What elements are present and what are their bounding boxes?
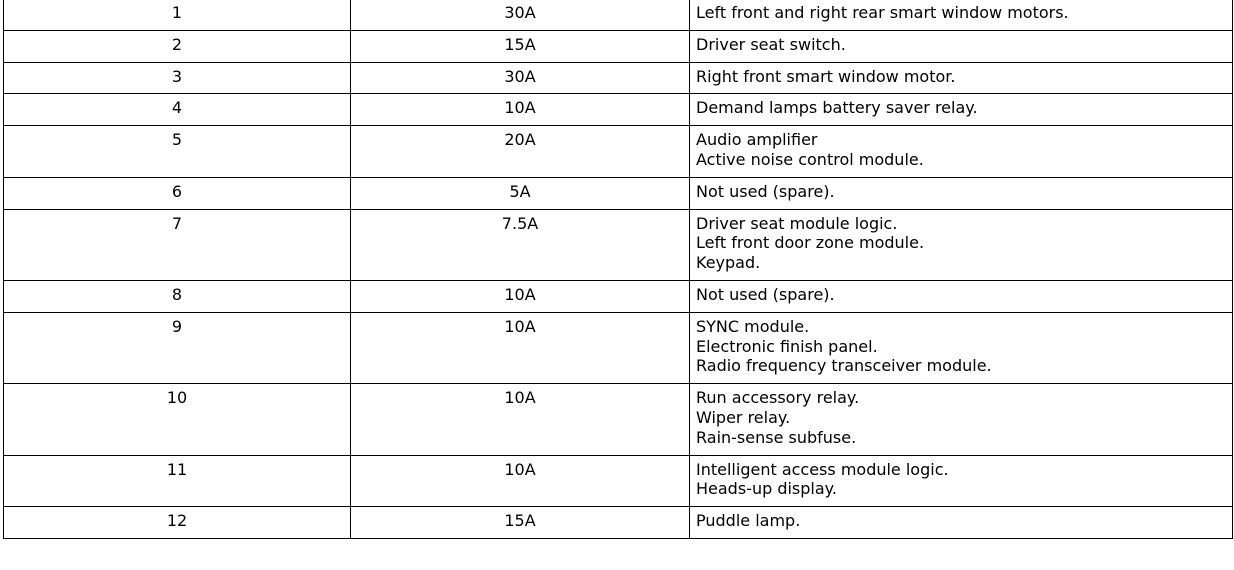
protected-circuits-cell [690,94,1233,126]
fuse-amp-rating-cell: 30A [351,62,690,94]
protected-circuits-cell [690,126,1233,178]
protected-circuit-line: Driver seat switch. [696,34,846,54]
table-row [4,507,1233,539]
protected-circuit-line: Left front door zone module. [696,233,925,253]
protected-circuit-line: Wiper relay. [696,407,791,427]
fuse-number-cell: 3 [4,62,351,94]
table-row [4,455,1233,507]
fuse-amp-rating-cell: 10A [351,312,690,383]
protected-circuit-line: Audio amplifier [696,130,818,150]
protected-circuit-line: Rain-sense subfuse. [696,427,857,447]
table-row [4,280,1233,312]
protected-circuit-line: Not used (spare). [696,284,835,304]
table-row [4,384,1233,455]
table-row [4,62,1233,94]
protected-circuit-line: Left front and right rear smart window motors. [696,3,1069,22]
protected-circuits-cell [690,0,1233,30]
table-row [4,209,1233,280]
protected-circuits-cell [690,30,1233,62]
fuse-number-cell: 4 [4,94,351,126]
protected-circuit-line: Driver seat module logic. [696,213,898,233]
fuse-number-cell: 6 [4,177,351,209]
fuse-table [3,0,1233,539]
table-row [4,312,1233,383]
protected-circuits-cell [690,209,1233,280]
protected-circuits-cell [690,507,1233,539]
table-row [4,177,1233,209]
fuse-amp-rating-cell: 15A [351,507,690,539]
table-row [4,94,1233,126]
table-row [4,0,1233,30]
protected-circuit-line: SYNC module. [696,316,810,336]
protected-circuits-cell [690,280,1233,312]
fuse-number-cell: 11 [4,455,351,507]
fuse-number-cell: 9 [4,312,351,383]
protected-circuit-line: Keypad. [696,253,761,273]
fuse-amp-rating-cell: 15A [351,30,690,62]
protected-circuits-cell [690,384,1233,455]
protected-circuit-line: Intelligent access module logic. [696,459,949,479]
protected-circuits-cell [690,62,1233,94]
table-row [4,126,1233,178]
protected-circuit-line: Electronic finish panel. [696,336,878,356]
protected-circuits-cell [690,455,1233,507]
fuse-amp-rating-cell: 7.5A [351,209,690,280]
fuse-amp-rating-cell: 10A [351,384,690,455]
fuse-amp-rating-cell: 20A [351,126,690,178]
fuse-amp-rating-cell: 10A [351,280,690,312]
fuse-table-body [4,0,1233,538]
protected-circuits-cell [690,177,1233,209]
fuse-amp-rating-cell: 5A [351,177,690,209]
protected-circuit-line: Radio frequency transceiver module. [696,356,992,376]
fuse-number-cell: 7 [4,209,351,280]
protected-circuit-line: Run accessory relay. [696,388,860,408]
fuse-number-cell: 1 [4,0,351,30]
table-row [4,30,1233,62]
protected-circuit-line: Demand lamps battery saver relay. [696,98,978,118]
fuse-number-cell: 2 [4,30,351,62]
protected-circuits-cell [690,312,1233,383]
protected-circuit-line: Not used (spare). [696,181,835,201]
fuse-number-cell: 10 [4,384,351,455]
fuse-number-cell: 8 [4,280,351,312]
fuse-number-cell: 12 [4,507,351,539]
protected-circuit-line: Right front smart window motor. [696,66,956,86]
protected-circuit-line: Puddle lamp. [696,511,801,531]
fuse-number-cell: 5 [4,126,351,178]
protected-circuit-line: Heads-up display. [696,479,837,499]
fuse-amp-rating-cell: 10A [351,455,690,507]
fuse-amp-rating-cell: 10A [351,94,690,126]
fuse-amp-rating-cell: 30A [351,0,690,30]
protected-circuit-line: Active noise control module. [696,149,924,169]
